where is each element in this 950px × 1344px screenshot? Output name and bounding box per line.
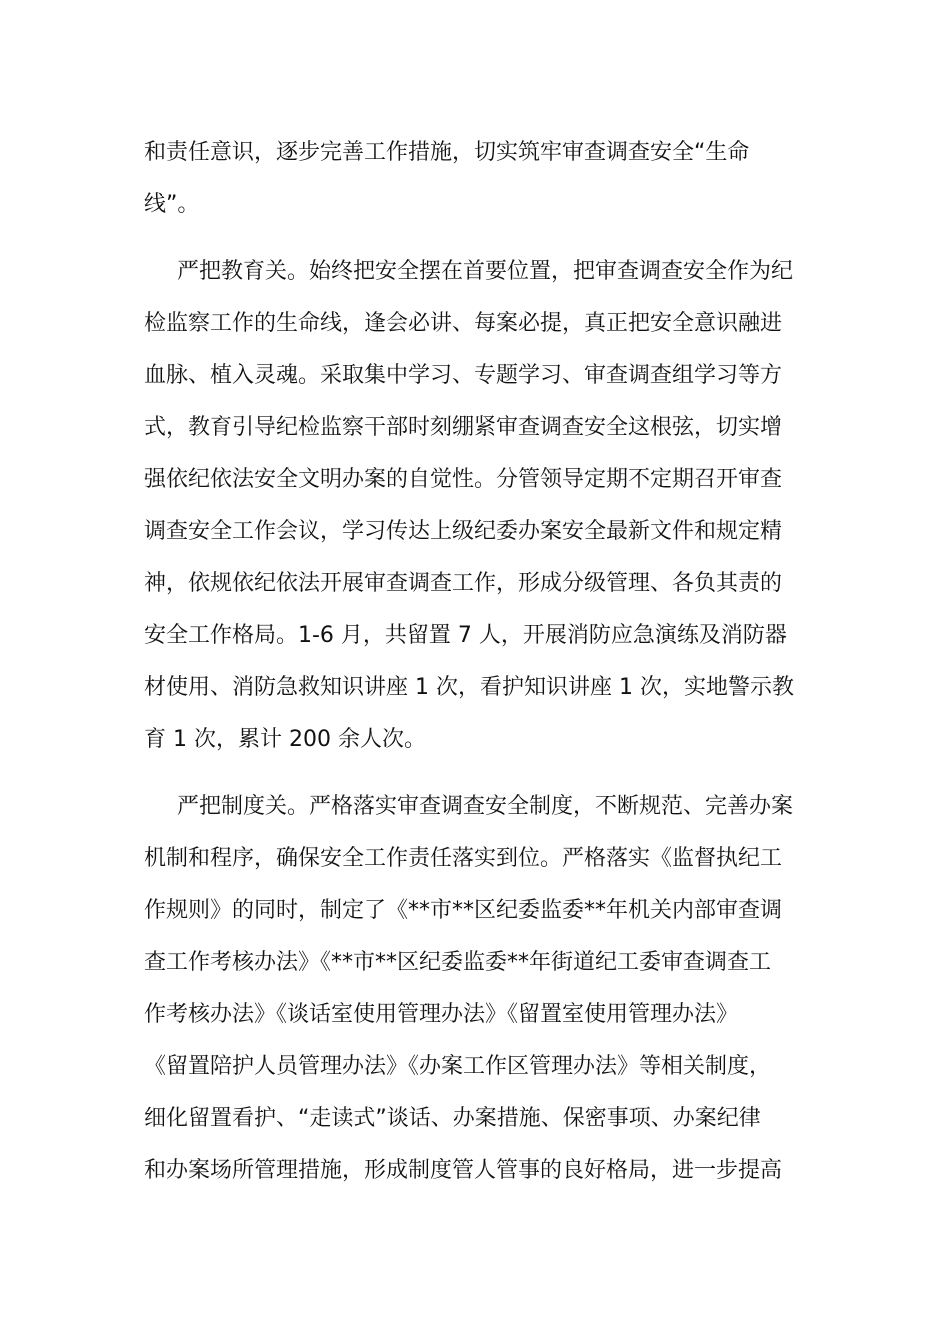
- text-line: 安全工作格局。1-6 月，共留置 7 人，开展消防应急演练及消防器: [144, 623, 787, 648]
- text-line: 作规则》的同时，制定了《**市**区纪委监委**年机关内部审查调: [144, 898, 783, 923]
- text-line: 查工作考核办法》《**市**区纪委监委**年街道纪工委审查调查工: [144, 950, 772, 975]
- paragraph-spacing: [144, 231, 806, 246]
- text-line: 育 1 次，累计 200 余人次。: [144, 727, 426, 752]
- text-line: 和办案场所管理措施，形成制度管人管事的良好格局，进一步提高: [144, 1158, 783, 1183]
- paragraph-education: [144, 246, 806, 766]
- text-line: 血脉、植入灵魂。采取集中学习、专题学习、审查调查组学习等方: [144, 363, 783, 388]
- text-line: 材使用、消防急救知识讲座 1 次，看护知识讲座 1 次，实地警示教: [144, 675, 794, 700]
- text-line: 机制和程序，确保安全工作责任落实到位。严格落实《监督执纪工: [144, 846, 783, 871]
- text-line: 严把制度关。严格落实审查调查安全制度，不断规范、完善办案: [177, 794, 794, 819]
- text-line: 细化留置看护、“走读式”谈话、办案措施、保密事项、办案纪律: [144, 1106, 761, 1131]
- text-line: 检监察工作的生命线，逢会必讲、每案必提，真正把安全意识融进: [144, 311, 783, 336]
- document-body: [144, 127, 806, 1197]
- text-line: 作考核办法》《谈话室使用管理办法》《留置室使用管理办法》: [144, 1002, 739, 1027]
- text-line: 《留置陪护人员管理办法》《办案工作区管理办法》等相关制度，: [144, 1054, 772, 1079]
- paragraph-continuation: [144, 127, 806, 231]
- text-line: 强依纪依法安全文明办案的自觉性。分管领导定期不定期召开审查: [144, 467, 783, 492]
- text-line: 严把教育关。始终把安全摆在首要位置，把审查调查安全作为纪: [177, 259, 794, 284]
- text-line: 和责任意识，逐步完善工作措施，切实筑牢审查调查安全“生命: [144, 140, 750, 165]
- text-line: 式，教育引导纪检监察干部时刻绷紧审查调查安全这根弦，切实增: [144, 415, 783, 440]
- paragraph-spacing: [144, 766, 806, 781]
- paragraph-system: [144, 781, 806, 1197]
- text-line: 线”。: [144, 192, 200, 217]
- text-line: 调查安全工作会议，学习传达上级纪委办案安全最新文件和规定精: [144, 519, 783, 544]
- text-line: 神，依规依纪依法开展审查调查工作，形成分级管理、各负其责的: [144, 571, 783, 596]
